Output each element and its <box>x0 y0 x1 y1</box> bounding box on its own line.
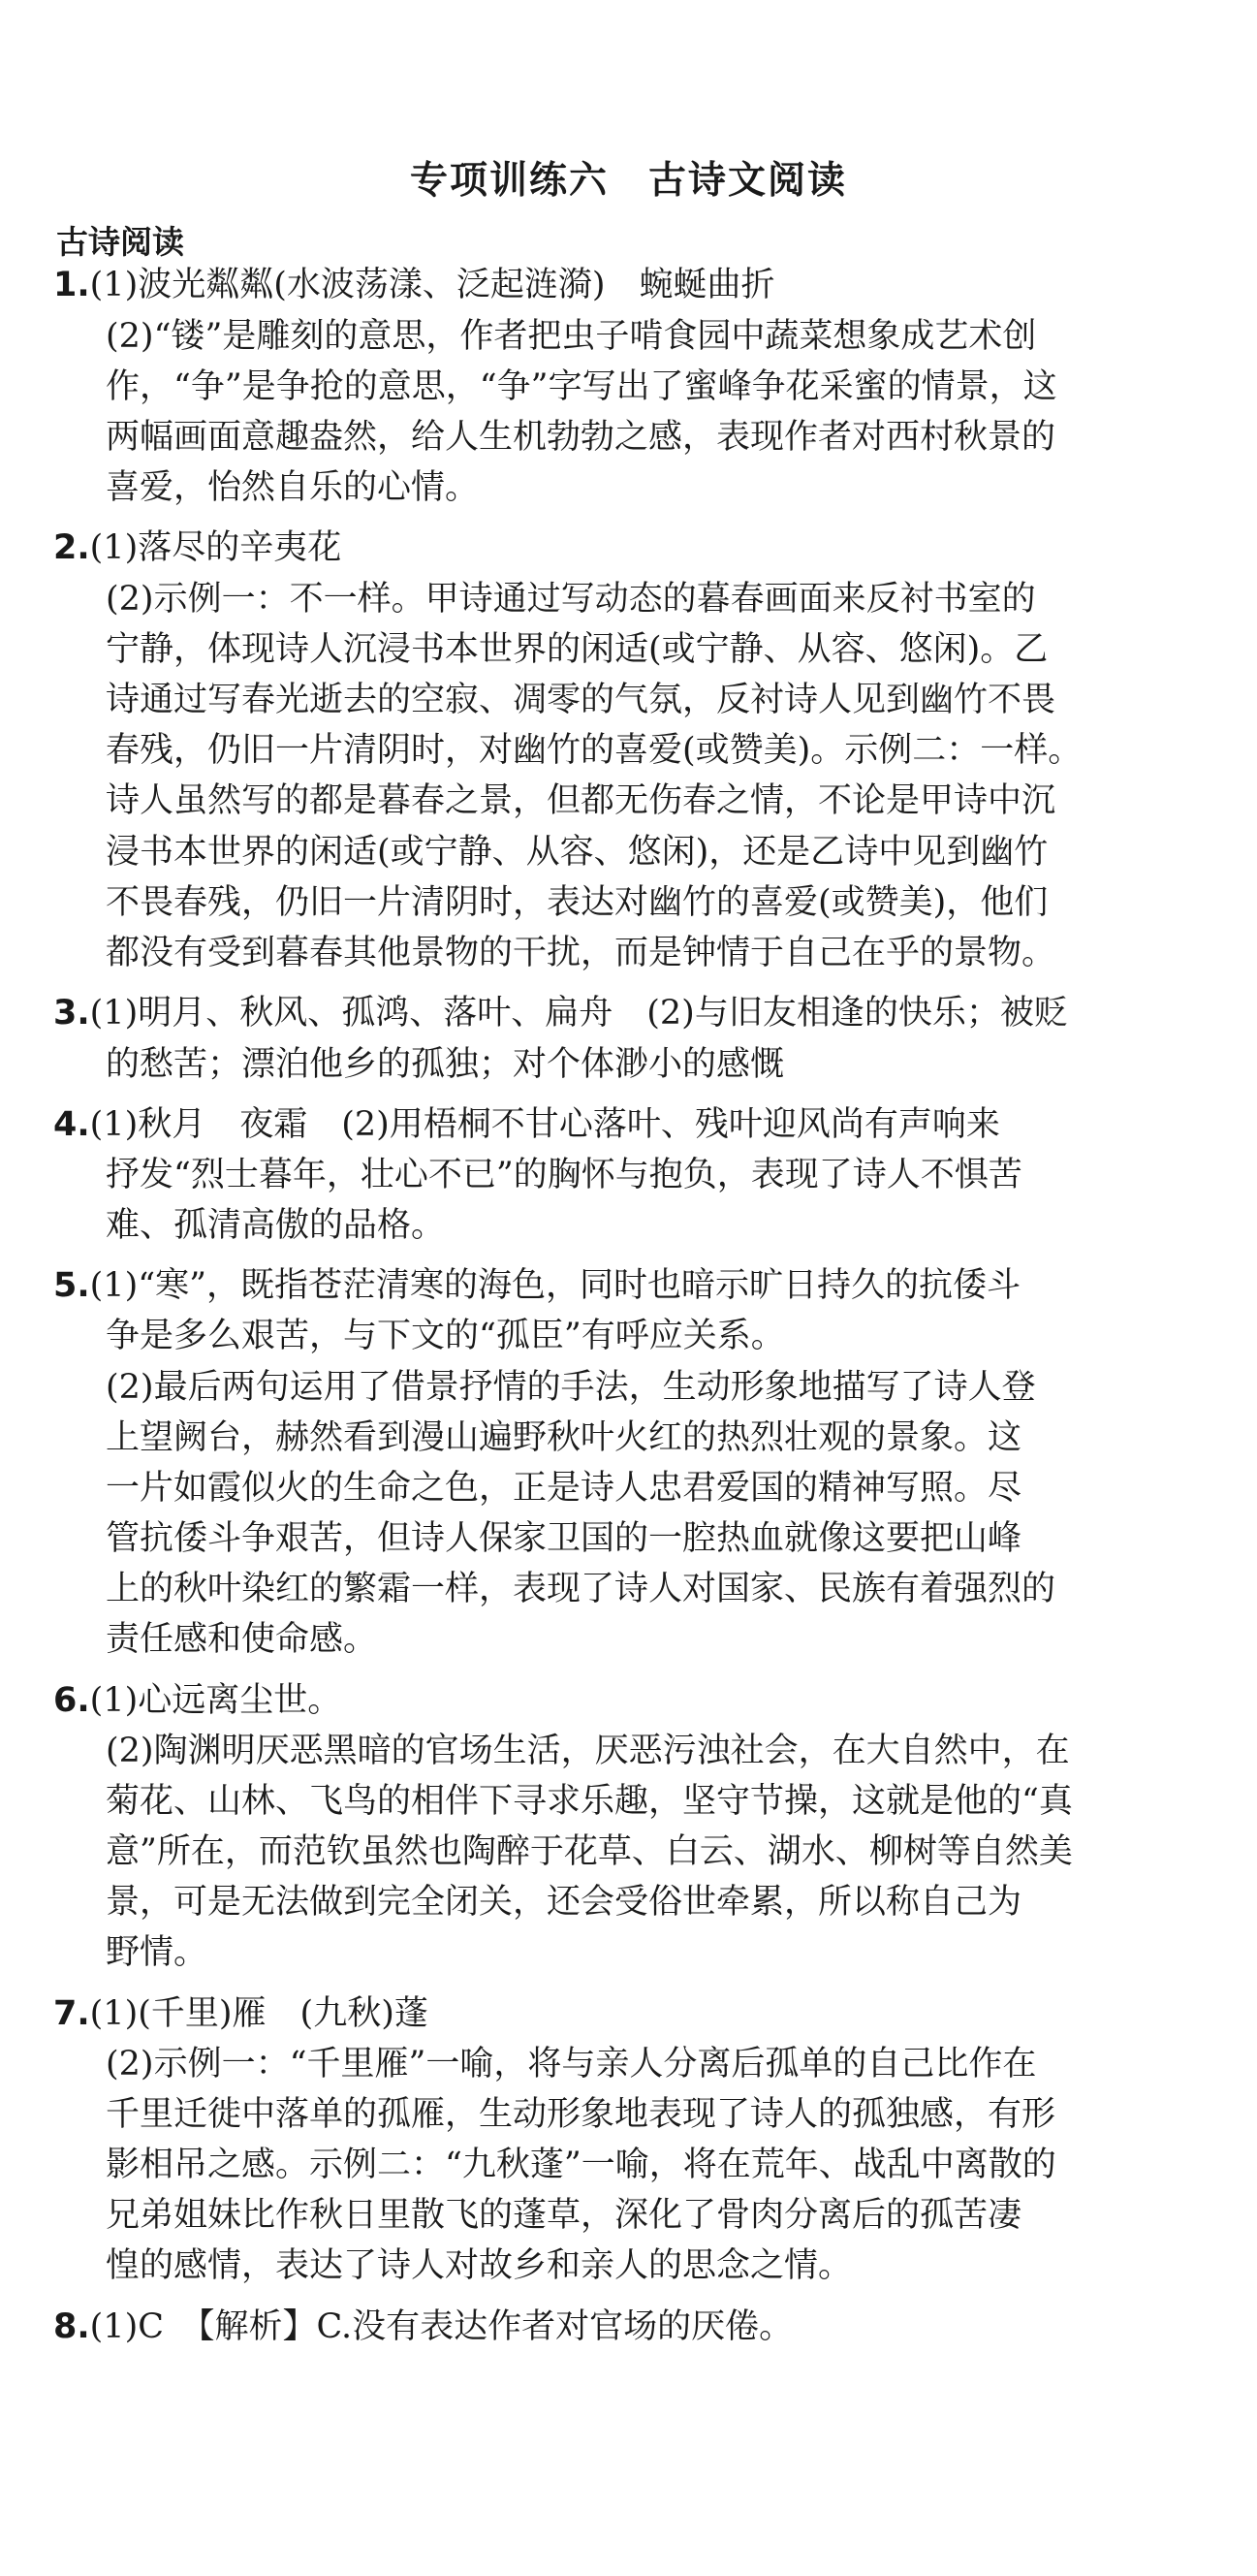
answer-text: (2)示例一：“千里雁”一喻，将与亲人分离后孤单的自己比作在 <box>106 2045 1037 2083</box>
answer-line <box>106 578 1036 620</box>
answer-text: (1)(千里)雁 (九秋)蓬 <box>89 1994 428 2033</box>
answer-text: 两幅画面意趣盎然，给人生机勃勃之感，表现作者对西村秋景的 <box>106 418 1056 457</box>
answer-line <box>106 1931 207 1974</box>
answer-text: (2)示例一：不一样。甲诗通过写动态的暮春画面来反衬书室的 <box>106 580 1036 619</box>
answer-line <box>106 1568 1055 1610</box>
answer-text: (1)落尽的辛夷花 <box>89 528 342 567</box>
answer-line <box>106 1780 1073 1823</box>
answer-text: 喜爱，怡然自乐的心情。 <box>106 468 480 507</box>
answer-text: 不畏春残，仍旧一片清阴时，表达对幽竹的喜爱(或赞美)，他们 <box>106 883 1049 922</box>
answer-line <box>106 1730 1070 1772</box>
answer-text: 菊花、山林、飞鸟的相伴下寻求乐趣，坚守节操，这就是他的“真 <box>106 1782 1073 1821</box>
answer-line <box>106 1467 1021 1510</box>
answer-line <box>106 315 1036 358</box>
answer-text: 景，可是无法做到完全闭关，还会受俗世牵累，所以称自己为 <box>106 1883 1022 1922</box>
answer-line <box>106 779 1055 822</box>
answer-line <box>106 1204 445 1247</box>
question-answer-line-first <box>53 1103 1000 1146</box>
answer-text: (1)心远离尘世。 <box>89 1681 342 1720</box>
answer-text: 一片如霞似火的生命之色，正是诗人忠君爱国的精神写照。尽 <box>106 1469 1022 1508</box>
answer-line <box>106 1315 785 1357</box>
answer-text: 争是多么艰苦，与下文的“孤臣”有呼应关系。 <box>106 1317 785 1355</box>
question-answer-line-first <box>53 526 341 569</box>
answer-line <box>106 1154 1022 1196</box>
answer-text: (1)“寒”，既指苍茫清寒的海色，同时也暗示旷日持久的抗倭斗 <box>89 1266 1021 1305</box>
answer-text: 作，“争”是争抢的意思，“争”字写出了蜜峰争花采蜜的情景，这 <box>106 367 1057 406</box>
answer-text: 上的秋叶染红的繁霜一样，表现了诗人对国家、民族有着强烈的 <box>106 1570 1056 1608</box>
answer-text: 都没有受到暮春其他景物的干扰，而是钟情于自己在乎的景物。 <box>106 934 1056 972</box>
answer-text: (2)陶渊明厌恶黑暗的官场生活，厌恶污浊社会，在大自然中，在 <box>106 1732 1070 1770</box>
section-heading: 古诗阅读 <box>56 223 184 261</box>
question-answer-line-first <box>53 1679 341 1722</box>
question-number: 1. <box>53 266 90 304</box>
answer-text: 难、孤清高傲的品格。 <box>106 1206 446 1245</box>
question-number: 2. <box>53 528 90 567</box>
answer-line <box>106 729 1082 772</box>
answer-line <box>106 1830 1073 1873</box>
question-answer-line-first <box>53 992 1068 1034</box>
answer-text: 野情。 <box>106 1933 208 1972</box>
answer-text: 千里迁徙中落单的孤雁，生动形象地表现了诗人的孤独感，有形 <box>106 2095 1056 2134</box>
question-number: 7. <box>53 1994 90 2033</box>
answer-text: 诗人虽然写的都是暮春之景，但都无伤春之情，不论是甲诗中沉 <box>106 781 1056 820</box>
answer-line <box>106 2093 1055 2136</box>
answer-text: (2)最后两句运用了借景抒情的手法，生动形象地描写了诗人登 <box>106 1368 1036 1407</box>
answer-line <box>106 679 1055 721</box>
answer-text: 浸书本世界的闲适(或宁静、从容、悠闲)，还是乙诗中见到幽竹 <box>106 833 1049 872</box>
answer-text: 上望阙台，赫然看到漫山遍野秋叶火红的热烈壮观的景象。这 <box>106 1418 1022 1457</box>
answer-text: (1)明月、秋风、孤鸿、落叶、扁舟 (2)与旧友相逢的快乐；被贬 <box>89 994 1068 1033</box>
answer-line <box>106 2043 1036 2085</box>
answer-line <box>106 366 1057 408</box>
answer-line <box>106 881 1048 924</box>
question-number: 5. <box>53 1266 90 1305</box>
answer-text: 春残，仍旧一片清阴时，对幽竹的喜爱(或赞美)。示例二：一样。 <box>106 731 1083 770</box>
question-number: 4. <box>53 1105 90 1144</box>
answer-text: (1)C 【解析】C.没有表达作者对官场的厌倦。 <box>89 2307 794 2346</box>
question-answer-line-first <box>53 1264 1021 1307</box>
question-number: 3. <box>53 994 90 1033</box>
answer-line <box>106 628 1048 671</box>
answer-line <box>106 1517 1021 1560</box>
question-answer-line-first <box>53 1992 428 2035</box>
answer-line <box>106 2144 1056 2186</box>
answer-text: 抒发“烈士暮年，壮心不已”的胸怀与抱负，表现了诗人不惧苦 <box>106 1156 1022 1194</box>
answer-line <box>106 2194 1021 2237</box>
answer-line <box>106 1618 377 1661</box>
page-title: 专项训练六 古诗文阅读 <box>409 159 847 203</box>
answer-line <box>106 416 1055 459</box>
question-number: 6. <box>53 1681 90 1720</box>
answer-line <box>106 831 1048 874</box>
answer-line <box>106 1043 784 1086</box>
question-answer-line-first <box>53 2306 793 2348</box>
answer-text: 兄弟姐妹比作秋日里散飞的蓬草，深化了骨肉分离后的孤苦凄 <box>106 2196 1022 2235</box>
answer-line <box>106 2244 852 2287</box>
answer-text: 影相吊之感。示例二：“九秋蓬”一喻，将在荒年、战乱中离散的 <box>106 2146 1056 2184</box>
answer-line <box>106 1366 1036 1409</box>
question-answer-line-first <box>53 264 775 306</box>
answer-text: 惶的感情，表达了诗人对故乡和亲人的思念之情。 <box>106 2246 853 2285</box>
answer-text: 诗通过写春光逝去的空寂、凋零的气氛，反衬诗人见到幽竹不畏 <box>106 681 1056 719</box>
answer-line <box>106 932 1055 974</box>
answer-text: (1)波光粼粼(水波荡漾、泛起涟漪) 蜿蜒曲折 <box>89 266 775 304</box>
answer-text: (2)“镂”是雕刻的意思，作者把虫子啃食园中蔬菜想象成艺术创 <box>106 317 1037 356</box>
question-number: 8. <box>53 2307 90 2346</box>
answer-line <box>106 1416 1021 1459</box>
answer-text: 宁静，体现诗人沉浸书本世界的闲适(或宁静、从容、悠闲)。乙 <box>106 630 1049 669</box>
answer-line <box>106 466 479 509</box>
answer-text: 意”所在，而范钦虽然也陶醉于花草、白云、湖水、柳树等自然美 <box>106 1832 1073 1871</box>
answer-text: 管抗倭斗争艰苦，但诗人保家卫国的一腔热血就像这要把山峰 <box>106 1519 1022 1558</box>
answer-line <box>106 1881 1021 1924</box>
answer-text: (1)秋月 夜霜 (2)用梧桐不甘心落叶、残叶迎风尚有声响来 <box>89 1105 1000 1144</box>
answer-text: 的愁苦；漂泊他乡的孤独；对个体渺小的感慨 <box>106 1045 785 1084</box>
answer-text: 责任感和使命感。 <box>106 1620 378 1659</box>
